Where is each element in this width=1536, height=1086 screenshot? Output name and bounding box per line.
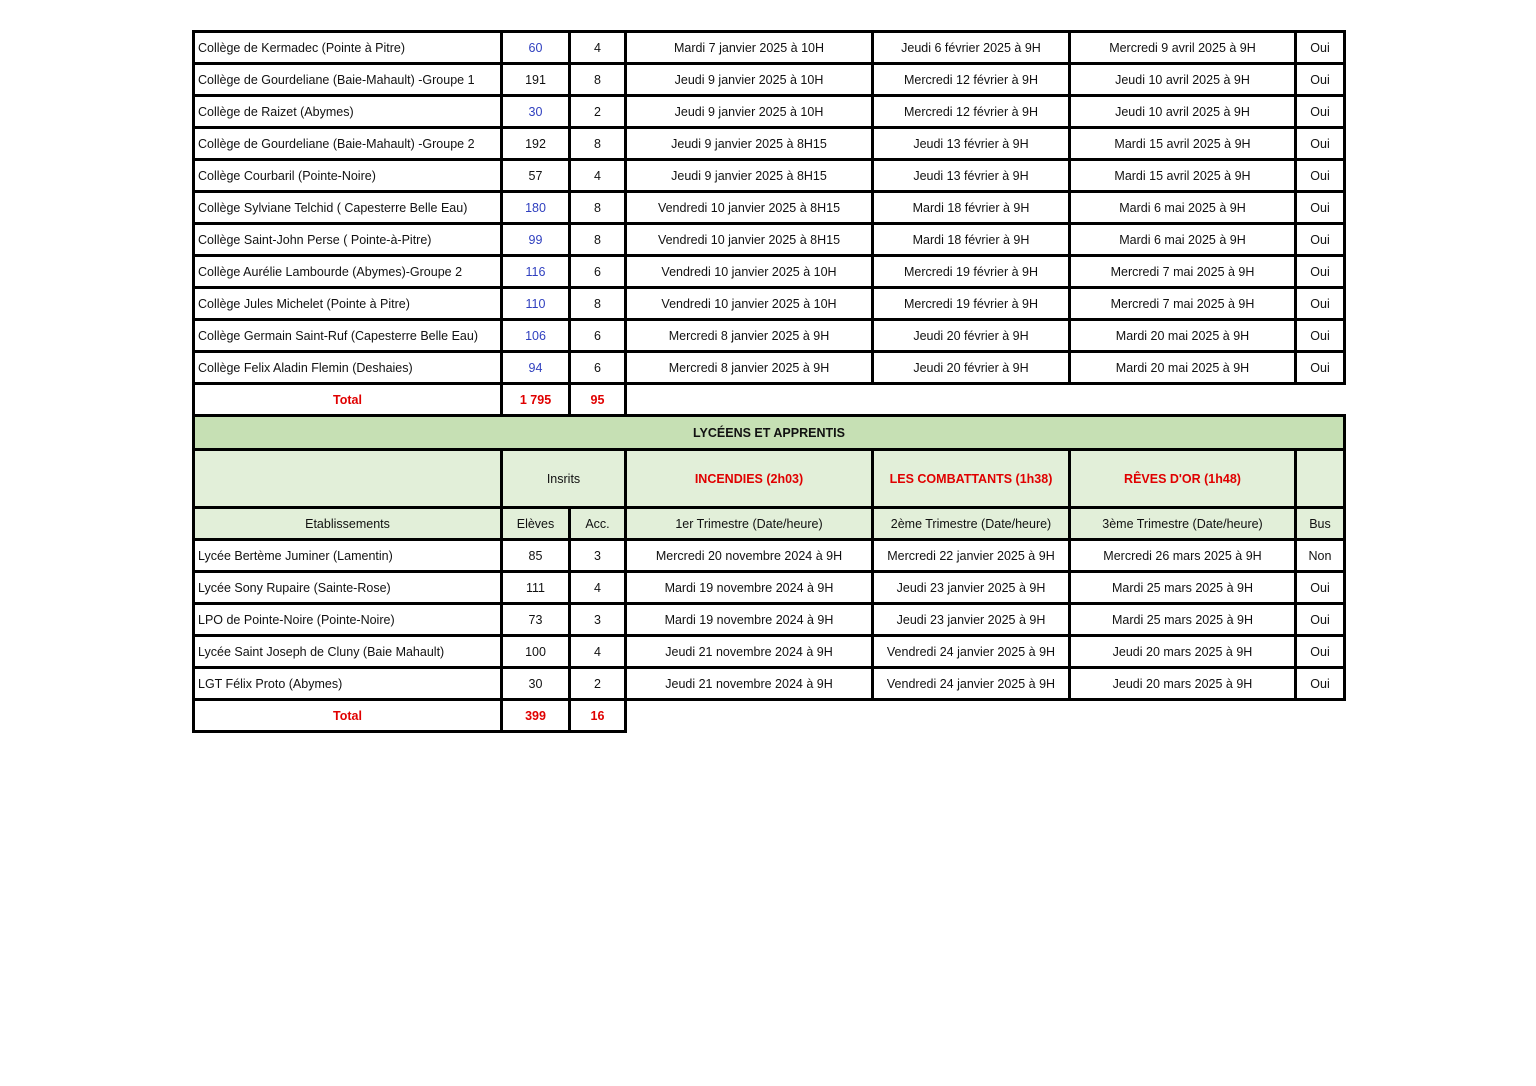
trimestre-3-cell: Jeudi 10 avril 2025 à 9H <box>1070 64 1296 96</box>
trimestre-3-cell: Mardi 15 avril 2025 à 9H <box>1070 128 1296 160</box>
trimestre-3-cell: Mardi 25 mars 2025 à 9H <box>1070 604 1296 636</box>
empty-cell <box>626 384 1345 416</box>
etablissement-cell: Collège de Gourdeliane (Baie-Mahault) -Groupe 2 <box>194 128 502 160</box>
etablissement-cell: Lycée Bertème Juminer (Lamentin) <box>194 540 502 572</box>
trimestre-1-cell: Mardi 7 janvier 2025 à 10H <box>626 32 873 64</box>
trimestre-3-cell: Mardi 20 mai 2025 à 9H <box>1070 352 1296 384</box>
trimestre-3-cell: Mardi 25 mars 2025 à 9H <box>1070 572 1296 604</box>
acc-cell: 4 <box>570 572 626 604</box>
etablissement-cell: Collège de Kermadec (Pointe à Pitre) <box>194 32 502 64</box>
lycee-total-acc: 16 <box>570 700 626 732</box>
etablissement-cell: Collège Sylviane Telchid ( Capesterre Belle Eau) <box>194 192 502 224</box>
eleves-cell: 57 <box>502 160 570 192</box>
etablissement-cell: Lycée Saint Joseph de Cluny (Baie Mahault) <box>194 636 502 668</box>
trimestre-1-cell: Mercredi 8 janvier 2025 à 9H <box>626 320 873 352</box>
table-row <box>194 96 1345 128</box>
college-rows <box>194 32 1345 384</box>
trimestre-2-cell: Jeudi 20 février à 9H <box>873 352 1070 384</box>
lycee-column-header-row <box>194 508 1345 540</box>
trimestre-1-cell: Jeudi 21 novembre 2024 à 9H <box>626 636 873 668</box>
table-row <box>194 604 1345 636</box>
etablissement-cell: Collège de Gourdeliane (Baie-Mahault) -Groupe 1 <box>194 64 502 96</box>
film-3-title: RÊVES D'OR (1h48) <box>1070 450 1296 508</box>
eleves-cell: 30 <box>502 668 570 700</box>
table-row <box>194 256 1345 288</box>
college-total-acc: 95 <box>570 384 626 416</box>
trimestre-3-cell: Mardi 20 mai 2025 à 9H <box>1070 320 1296 352</box>
lycee-section-title: LYCÉENS ET APPRENTIS <box>194 416 1345 450</box>
acc-cell: 8 <box>570 224 626 256</box>
empty-cell <box>626 700 1345 732</box>
etablissement-cell: LPO de Pointe-Noire (Pointe-Noire) <box>194 604 502 636</box>
eleves-cell: 110 <box>502 288 570 320</box>
acc-cell: 8 <box>570 64 626 96</box>
bus-cell: Oui <box>1296 572 1345 604</box>
trimestre-1-cell: Mardi 19 novembre 2024 à 9H <box>626 604 873 636</box>
trimestre-1-cell: Mardi 19 novembre 2024 à 9H <box>626 572 873 604</box>
eleves-cell: 85 <box>502 540 570 572</box>
trimestre-3-cell: Mardi 6 mai 2025 à 9H <box>1070 192 1296 224</box>
bus-cell: Oui <box>1296 64 1345 96</box>
trimestre-3-cell: Mardi 15 avril 2025 à 9H <box>1070 160 1296 192</box>
trimestre-3-cell: Jeudi 20 mars 2025 à 9H <box>1070 668 1296 700</box>
table-row <box>194 636 1345 668</box>
col-trimestre-2: 2ème Trimestre (Date/heure) <box>873 508 1070 540</box>
film-1-title: INCENDIES (2h03) <box>626 450 873 508</box>
table-row <box>194 128 1345 160</box>
acc-cell: 2 <box>570 96 626 128</box>
bus-cell: Non <box>1296 540 1345 572</box>
acc-cell: 6 <box>570 352 626 384</box>
bus-cell: Oui <box>1296 160 1345 192</box>
schedule-table <box>192 30 1346 733</box>
acc-cell: 8 <box>570 192 626 224</box>
bus-cell: Oui <box>1296 668 1345 700</box>
etablissement-cell: Collège Aurélie Lambourde (Abymes)-Groupe 2 <box>194 256 502 288</box>
acc-cell: 4 <box>570 160 626 192</box>
trimestre-1-cell: Vendredi 10 janvier 2025 à 8H15 <box>626 192 873 224</box>
header-empty <box>194 450 502 508</box>
bus-cell: Oui <box>1296 32 1345 64</box>
lycee-total-eleves: 399 <box>502 700 570 732</box>
trimestre-1-cell: Vendredi 10 janvier 2025 à 10H <box>626 256 873 288</box>
trimestre-2-cell: Jeudi 23 janvier 2025 à 9H <box>873 572 1070 604</box>
table-row <box>194 32 1345 64</box>
col-etablissements: Etablissements <box>194 508 502 540</box>
trimestre-2-cell: Vendredi 24 janvier 2025 à 9H <box>873 636 1070 668</box>
bus-cell: Oui <box>1296 352 1345 384</box>
lycee-film-header-row <box>194 450 1345 508</box>
bus-cell: Oui <box>1296 288 1345 320</box>
trimestre-1-cell: Jeudi 21 novembre 2024 à 9H <box>626 668 873 700</box>
acc-cell: 6 <box>570 256 626 288</box>
trimestre-2-cell: Jeudi 13 février à 9H <box>873 128 1070 160</box>
eleves-cell: 99 <box>502 224 570 256</box>
etablissement-cell: Lycée Sony Rupaire (Sainte-Rose) <box>194 572 502 604</box>
bus-cell: Oui <box>1296 96 1345 128</box>
etablissement-cell: Collège de Raizet (Abymes) <box>194 96 502 128</box>
trimestre-3-cell: Mardi 6 mai 2025 à 9H <box>1070 224 1296 256</box>
table-row <box>194 352 1345 384</box>
trimestre-1-cell: Jeudi 9 janvier 2025 à 10H <box>626 96 873 128</box>
eleves-cell: 60 <box>502 32 570 64</box>
lycee-total-label: Total <box>194 700 502 732</box>
trimestre-2-cell: Jeudi 23 janvier 2025 à 9H <box>873 604 1070 636</box>
col-acc: Acc. <box>570 508 626 540</box>
trimestre-2-cell: Mardi 18 février à 9H <box>873 224 1070 256</box>
trimestre-2-cell: Jeudi 6 février 2025 à 9H <box>873 32 1070 64</box>
acc-cell: 8 <box>570 128 626 160</box>
trimestre-3-cell: Mercredi 7 mai 2025 à 9H <box>1070 288 1296 320</box>
bus-cell: Oui <box>1296 320 1345 352</box>
trimestre-2-cell: Mardi 18 février à 9H <box>873 192 1070 224</box>
table-row <box>194 320 1345 352</box>
acc-cell: 4 <box>570 636 626 668</box>
college-total-row <box>194 384 1345 416</box>
acc-cell: 4 <box>570 32 626 64</box>
trimestre-1-cell: Jeudi 9 janvier 2025 à 8H15 <box>626 128 873 160</box>
table-row <box>194 64 1345 96</box>
film-2-title: LES COMBATTANTS (1h38) <box>873 450 1070 508</box>
trimestre-3-cell: Mercredi 9 avril 2025 à 9H <box>1070 32 1296 64</box>
eleves-cell: 116 <box>502 256 570 288</box>
table-row <box>194 668 1345 700</box>
col-eleves: Elèves <box>502 508 570 540</box>
etablissement-cell: Collège Saint-John Perse ( Pointe-à-Pitre) <box>194 224 502 256</box>
eleves-cell: 73 <box>502 604 570 636</box>
trimestre-2-cell: Jeudi 13 février à 9H <box>873 160 1070 192</box>
trimestre-3-cell: Mercredi 26 mars 2025 à 9H <box>1070 540 1296 572</box>
etablissement-cell: Collège Felix Aladin Flemin (Deshaies) <box>194 352 502 384</box>
trimestre-1-cell: Mercredi 8 janvier 2025 à 9H <box>626 352 873 384</box>
trimestre-3-cell: Jeudi 20 mars 2025 à 9H <box>1070 636 1296 668</box>
trimestre-2-cell: Mercredi 22 janvier 2025 à 9H <box>873 540 1070 572</box>
trimestre-3-cell: Mercredi 7 mai 2025 à 9H <box>1070 256 1296 288</box>
etablissement-cell: Collège Germain Saint-Ruf (Capesterre Belle Eau) <box>194 320 502 352</box>
col-bus: Bus <box>1296 508 1345 540</box>
trimestre-3-cell: Jeudi 10 avril 2025 à 9H <box>1070 96 1296 128</box>
eleves-cell: 100 <box>502 636 570 668</box>
table-row <box>194 288 1345 320</box>
inscrits-header: Insrits <box>502 450 626 508</box>
eleves-cell: 111 <box>502 572 570 604</box>
trimestre-2-cell: Mercredi 12 février à 9H <box>873 64 1070 96</box>
lycee-rows <box>194 540 1345 700</box>
table-row <box>194 160 1345 192</box>
bus-cell: Oui <box>1296 192 1345 224</box>
table-row <box>194 192 1345 224</box>
lycee-band-row <box>194 416 1345 450</box>
college-total-eleves: 1 795 <box>502 384 570 416</box>
trimestre-1-cell: Vendredi 10 janvier 2025 à 8H15 <box>626 224 873 256</box>
trimestre-2-cell: Mercredi 12 février à 9H <box>873 96 1070 128</box>
bus-cell: Oui <box>1296 636 1345 668</box>
trimestre-1-cell: Jeudi 9 janvier 2025 à 8H15 <box>626 160 873 192</box>
col-trimestre-1: 1er Trimestre (Date/heure) <box>626 508 873 540</box>
table-row <box>194 540 1345 572</box>
lycee-total-row <box>194 700 1345 732</box>
eleves-cell: 192 <box>502 128 570 160</box>
eleves-cell: 30 <box>502 96 570 128</box>
eleves-cell: 94 <box>502 352 570 384</box>
bus-cell: Oui <box>1296 604 1345 636</box>
table-row <box>194 572 1345 604</box>
acc-cell: 8 <box>570 288 626 320</box>
table-row <box>194 224 1345 256</box>
college-total-label: Total <box>194 384 502 416</box>
acc-cell: 6 <box>570 320 626 352</box>
trimestre-1-cell: Jeudi 9 janvier 2025 à 10H <box>626 64 873 96</box>
etablissement-cell: Collège Jules Michelet (Pointe à Pitre) <box>194 288 502 320</box>
trimestre-2-cell: Mercredi 19 février à 9H <box>873 256 1070 288</box>
acc-cell: 2 <box>570 668 626 700</box>
eleves-cell: 180 <box>502 192 570 224</box>
eleves-cell: 106 <box>502 320 570 352</box>
col-trimestre-3: 3ème Trimestre (Date/heure) <box>1070 508 1296 540</box>
acc-cell: 3 <box>570 540 626 572</box>
trimestre-2-cell: Jeudi 20 février à 9H <box>873 320 1070 352</box>
trimestre-1-cell: Vendredi 10 janvier 2025 à 10H <box>626 288 873 320</box>
bus-cell: Oui <box>1296 256 1345 288</box>
eleves-cell: 191 <box>502 64 570 96</box>
bus-cell: Oui <box>1296 128 1345 160</box>
acc-cell: 3 <box>570 604 626 636</box>
trimestre-2-cell: Vendredi 24 janvier 2025 à 9H <box>873 668 1070 700</box>
etablissement-cell: LGT Félix Proto (Abymes) <box>194 668 502 700</box>
trimestre-2-cell: Mercredi 19 février à 9H <box>873 288 1070 320</box>
header-empty <box>1296 450 1345 508</box>
bus-cell: Oui <box>1296 224 1345 256</box>
trimestre-1-cell: Mercredi 20 novembre 2024 à 9H <box>626 540 873 572</box>
etablissement-cell: Collège Courbaril (Pointe-Noire) <box>194 160 502 192</box>
